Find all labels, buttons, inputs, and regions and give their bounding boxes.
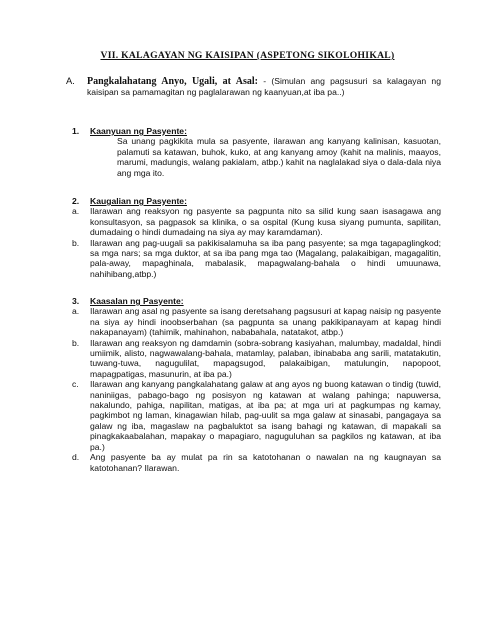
section-heading: Kaasalan ng Pasyente:: [90, 296, 184, 306]
item-text: Ilarawan ang asal ng pasyente sa isang deretsahang pagsusuri at kapag naisip ng pasyente na siya ay hindi inoobserbahan (sa pagpunta sa unang pakikipanayam at kapag hindi nakapanayam) (tahimik, mahinahon, nababahala, natatakot, atbp.): [90, 306, 441, 338]
list-item: [72, 306, 441, 337]
section-a-label: A.: [66, 75, 75, 86]
section-1: [72, 126, 441, 178]
list-item: [72, 206, 441, 237]
item-letter: b.: [72, 337, 80, 348]
section-heading: Kaanyuan ng Pasyente:: [90, 126, 187, 136]
list-item: [72, 338, 441, 380]
item-text: Ilarawan ang reaksyon ng pasyente sa pagpunta nito sa silid kung saan isasagawa ang konsultasyon, sa pagpasok sa klinika, o sa ospital (Kung kusa siyang pumunta, sapilitan, dumadaing o hindi dumadaing na siya ay may karamdaman).: [90, 206, 441, 238]
item-text: Ilarawan ang reaksyon ng damdamin (sobra-sobrang kasiyahan, malumbay, madaldal, hindi umiimik, alisto, nagwawalang-bahala, matamlay, palaban, ibinababa ang sarili, matatakutin, tuwang-tuwa, nagugulilat, mapagsugod, palakaibigan, matulungin, napopoot, mapagpatigas, masunurin, at iba pa.): [90, 337, 441, 379]
section-number: 3.: [72, 296, 80, 306]
section-paragraph: Sa unang pagkikita mula sa pasyente, ilarawan ang kanyang kalinisan, kasuotan, palamuti sa katawan, buhok, kuko, at ang kanyang amoy (kahit na malinis, maayos, marumi, madungis, walang pakialam, atbp.) kahit na naglalakad siya o dala-dala niya ang mga ito.: [117, 136, 441, 178]
list-item: [72, 452, 441, 473]
section-3: [72, 296, 441, 473]
item-letter: d.: [72, 452, 80, 463]
section-heading: Kaugalian ng Pasyente:: [90, 196, 187, 206]
item-text: Ilarawan ang kanyang pangkalahatang galaw at ang ayos ng buong katawan o tindig (tuwid, naniniigas, pabago-bago ng posisyon ng katawan at walang pahinga; napuwersa, nakalundo, pahiga, napilitan, matigas, at iba pa; at mga uri at pagkumpas ng kamay, pagkimbot ng laman, kinagawian hilab, pag-uulit sa mga galaw at sinasabi, pangagaya sa galaw ng iba, magaslaw na pagbaluktot sa isang bahagi ng katawan, di mapakali sa pinagkakaabalahan, mapakay o mapagiaro, naguguluhan sa pagkilos ng katawan, at iba pa.): [90, 379, 441, 452]
section-number: 2.: [72, 196, 80, 206]
item-text: Ilarawan ang pag-uugali sa pakikisalamuha sa iba pang pasyente; sa mga tagapaglingkod; sa mga nars; sa mga duktor, at sa iba pang mga tao (Magalang, palakaibigan, magagalitin, pala-away, mapaghinala, mabalasik, mapagwalang-bahala o hindi umuunawa, nahihibang,atbp.): [90, 237, 441, 279]
section-number: 1.: [72, 126, 80, 136]
section-a: [66, 76, 441, 98]
page-title: VII. KALAGAYAN NG KAISIPAN (ASPETONG SIKOLOHIKAL): [100, 50, 395, 61]
item-letter: a.: [72, 306, 80, 317]
section-a-body: [87, 76, 441, 98]
section-a-text: - (Simulan ang pagsusuri sa kalagayan ng kaisipan sa pamamagitan ng paglalarawan ng kaanyuan,at iba pa..): [87, 76, 441, 98]
item-letter: a.: [72, 206, 80, 217]
item-letter: c.: [72, 379, 79, 390]
item-text: Ang pasyente ba ay mulat pa rin sa katotohanan o nawalan na ng kaugnayan sa katotohanan? Ilarawan.: [90, 452, 441, 473]
list-item: [72, 238, 441, 280]
section-2: [72, 196, 441, 279]
item-letter: b.: [72, 237, 80, 248]
section-a-heading: Pangkalahatang Anyo, Ugali, at Asal:: [87, 76, 258, 87]
list-item: [72, 379, 441, 452]
